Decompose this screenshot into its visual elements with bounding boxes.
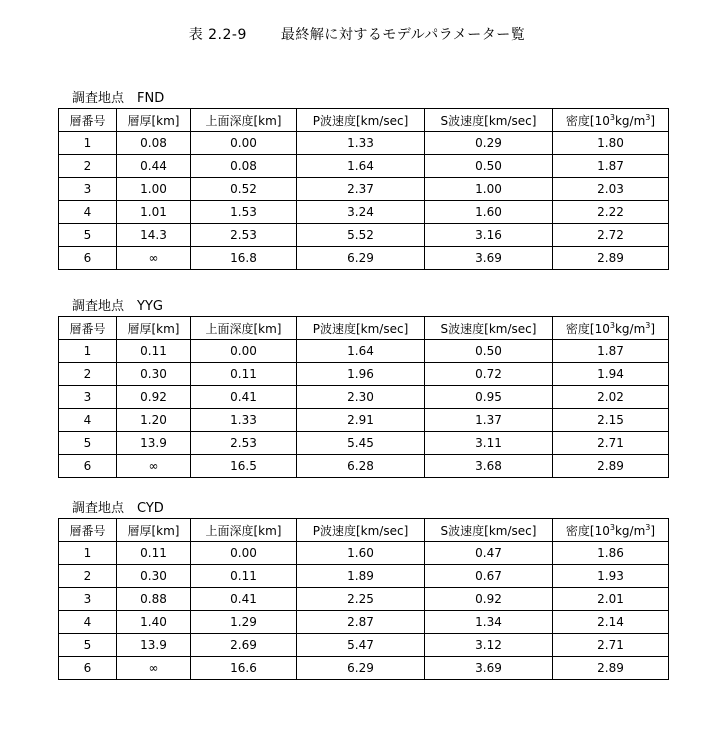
density-density-mid: kg/m — [614, 321, 646, 336]
table-row — [59, 201, 669, 224]
density-density-exp2: 3 — [645, 320, 651, 330]
cell-layer-no: 3 — [59, 178, 117, 201]
cell-p-velocity: 2.91 — [297, 409, 425, 432]
cell-layer-no: 5 — [59, 224, 117, 247]
cell-layer-no: 4 — [59, 611, 117, 634]
table-header-row — [59, 317, 669, 340]
parameter-table — [58, 108, 669, 270]
cell-top-depth: 0.41 — [191, 588, 297, 611]
cell-thickness: 0.30 — [117, 565, 191, 588]
cell-layer-no: 6 — [59, 657, 117, 680]
page-title — [0, 24, 714, 44]
header-thickness: 層厚[km] — [117, 519, 191, 542]
cell-thickness: 0.11 — [117, 542, 191, 565]
cell-top-depth: 16.5 — [191, 455, 297, 478]
cell-p-velocity: 2.25 — [297, 588, 425, 611]
cell-layer-no: 2 — [59, 565, 117, 588]
cell-p-velocity: 1.89 — [297, 565, 425, 588]
header-thickness: 層厚[km] — [117, 317, 191, 340]
table-header-row — [59, 519, 669, 542]
cell-density: 1.87 — [553, 340, 669, 363]
section-label: 調査地点 YYG — [72, 299, 163, 314]
cell-density: 2.03 — [553, 178, 669, 201]
cell-top-depth: 0.00 — [191, 542, 297, 565]
cell-s-velocity: 0.67 — [425, 565, 553, 588]
cell-thickness: 13.9 — [117, 432, 191, 455]
cell-density: 1.80 — [553, 132, 669, 155]
cell-thickness: 1.40 — [117, 611, 191, 634]
table-number: 表 2.2-9 — [188, 27, 247, 43]
cell-thickness: 14.3 — [117, 224, 191, 247]
cell-density: 2.14 — [553, 611, 669, 634]
header-top-depth: 上面深度[km] — [191, 109, 297, 132]
cell-thickness: ∞ — [117, 455, 191, 478]
density-density-exp: 3 — [609, 320, 615, 330]
cell-top-depth: 16.6 — [191, 657, 297, 680]
cell-p-velocity: 6.28 — [297, 455, 425, 478]
cell-p-velocity: 1.64 — [297, 155, 425, 178]
section-yyg — [58, 298, 668, 478]
cell-density: 1.93 — [553, 565, 669, 588]
header-top-depth: 上面深度[km] — [191, 317, 297, 340]
cell-p-velocity: 5.52 — [297, 224, 425, 247]
cell-layer-no: 5 — [59, 634, 117, 657]
cell-p-velocity: 6.29 — [297, 247, 425, 270]
cell-density: 2.71 — [553, 432, 669, 455]
cell-top-depth: 1.29 — [191, 611, 297, 634]
table-row — [59, 132, 669, 155]
cell-density: 1.94 — [553, 363, 669, 386]
cell-thickness: 0.08 — [117, 132, 191, 155]
cell-top-depth: 2.53 — [191, 224, 297, 247]
header-density — [553, 109, 669, 132]
cell-s-velocity: 3.11 — [425, 432, 553, 455]
cell-p-velocity: 1.33 — [297, 132, 425, 155]
density-density-prefix: 密度[10 — [565, 523, 610, 538]
table-header-row — [59, 109, 669, 132]
density-density-prefix: 密度[10 — [565, 321, 610, 336]
density-density-mid: kg/m — [614, 113, 646, 128]
header-p-velocity: P波速度[km/sec] — [297, 519, 425, 542]
header-thickness: 層厚[km] — [117, 109, 191, 132]
cell-layer-no: 6 — [59, 455, 117, 478]
cell-s-velocity: 1.00 — [425, 178, 553, 201]
header-top-depth: 上面深度[km] — [191, 519, 297, 542]
cell-density: 2.01 — [553, 588, 669, 611]
table-row — [59, 409, 669, 432]
cell-layer-no: 2 — [59, 363, 117, 386]
cell-top-depth: 0.11 — [191, 363, 297, 386]
cell-s-velocity: 0.50 — [425, 340, 553, 363]
density-density-prefix: 密度[10 — [565, 113, 610, 128]
table-row — [59, 363, 669, 386]
cell-density: 2.15 — [553, 409, 669, 432]
cell-top-depth: 0.11 — [191, 565, 297, 588]
cell-s-velocity: 3.69 — [425, 657, 553, 680]
cell-thickness: 1.00 — [117, 178, 191, 201]
cell-p-velocity: 1.60 — [297, 542, 425, 565]
density-density-suffix: ] — [650, 321, 656, 336]
cell-s-velocity: 0.92 — [425, 588, 553, 611]
cell-density: 2.22 — [553, 201, 669, 224]
cell-thickness: ∞ — [117, 247, 191, 270]
cell-s-velocity: 1.60 — [425, 201, 553, 224]
table-row — [59, 340, 669, 363]
density-density-mid: kg/m — [614, 523, 646, 538]
cell-p-velocity: 2.87 — [297, 611, 425, 634]
cell-layer-no: 3 — [59, 386, 117, 409]
cell-p-velocity: 1.96 — [297, 363, 425, 386]
parameter-table — [58, 316, 669, 478]
cell-density: 2.02 — [553, 386, 669, 409]
cell-layer-no: 1 — [59, 340, 117, 363]
table-row — [59, 155, 669, 178]
cell-s-velocity: 0.72 — [425, 363, 553, 386]
cell-layer-no: 1 — [59, 542, 117, 565]
cell-density: 2.89 — [553, 455, 669, 478]
cell-density: 1.86 — [553, 542, 669, 565]
header-layer-no: 層番号 — [59, 109, 117, 132]
cell-thickness: 0.30 — [117, 363, 191, 386]
cell-p-velocity: 5.47 — [297, 634, 425, 657]
section-fnd — [58, 90, 668, 270]
table-row — [59, 432, 669, 455]
cell-thickness: 1.20 — [117, 409, 191, 432]
cell-top-depth: 0.52 — [191, 178, 297, 201]
cell-s-velocity: 0.47 — [425, 542, 553, 565]
table-row — [59, 455, 669, 478]
section-label: 調査地点 FND — [72, 91, 165, 106]
header-layer-no: 層番号 — [59, 317, 117, 340]
density-density-exp2: 3 — [645, 522, 651, 532]
density-density-exp: 3 — [609, 112, 615, 122]
header-s-velocity: S波速度[km/sec] — [425, 317, 553, 340]
cell-thickness: 0.44 — [117, 155, 191, 178]
cell-density: 2.71 — [553, 634, 669, 657]
density-density-exp2: 3 — [645, 112, 651, 122]
cell-s-velocity: 0.29 — [425, 132, 553, 155]
cell-top-depth: 1.33 — [191, 409, 297, 432]
table-row — [59, 565, 669, 588]
density-density-suffix: ] — [650, 113, 656, 128]
table-row — [59, 657, 669, 680]
cell-top-depth: 1.53 — [191, 201, 297, 224]
cell-s-velocity: 0.95 — [425, 386, 553, 409]
cell-s-velocity: 1.34 — [425, 611, 553, 634]
cell-s-velocity: 3.12 — [425, 634, 553, 657]
cell-p-velocity: 6.29 — [297, 657, 425, 680]
cell-top-depth: 0.00 — [191, 340, 297, 363]
cell-density: 1.87 — [553, 155, 669, 178]
cell-top-depth: 0.08 — [191, 155, 297, 178]
table-title: 最終解に対するモデルパラメーター覧 — [280, 27, 526, 43]
cell-p-velocity: 3.24 — [297, 201, 425, 224]
table-row — [59, 224, 669, 247]
section-label: 調査地点 CYD — [72, 501, 164, 516]
table-row — [59, 386, 669, 409]
header-density — [553, 519, 669, 542]
cell-thickness: 0.11 — [117, 340, 191, 363]
density-density-suffix: ] — [650, 523, 656, 538]
cell-layer-no: 4 — [59, 409, 117, 432]
cell-density: 2.89 — [553, 657, 669, 680]
parameter-table — [58, 518, 669, 680]
cell-p-velocity: 1.64 — [297, 340, 425, 363]
cell-layer-no: 4 — [59, 201, 117, 224]
cell-s-velocity: 3.69 — [425, 247, 553, 270]
table-row — [59, 247, 669, 270]
cell-p-velocity: 2.30 — [297, 386, 425, 409]
density-density-exp: 3 — [609, 522, 615, 532]
cell-top-depth: 0.00 — [191, 132, 297, 155]
cell-thickness: 1.01 — [117, 201, 191, 224]
cell-top-depth: 0.41 — [191, 386, 297, 409]
table-row — [59, 178, 669, 201]
cell-p-velocity: 5.45 — [297, 432, 425, 455]
cell-layer-no: 3 — [59, 588, 117, 611]
table-row — [59, 588, 669, 611]
cell-layer-no: 1 — [59, 132, 117, 155]
cell-thickness: 0.88 — [117, 588, 191, 611]
header-p-velocity: P波速度[km/sec] — [297, 109, 425, 132]
header-s-velocity: S波速度[km/sec] — [425, 519, 553, 542]
table-row — [59, 542, 669, 565]
header-s-velocity: S波速度[km/sec] — [425, 109, 553, 132]
cell-top-depth: 2.53 — [191, 432, 297, 455]
cell-s-velocity: 1.37 — [425, 409, 553, 432]
cell-top-depth: 16.8 — [191, 247, 297, 270]
cell-p-velocity: 2.37 — [297, 178, 425, 201]
cell-layer-no: 6 — [59, 247, 117, 270]
cell-s-velocity: 3.16 — [425, 224, 553, 247]
cell-density: 2.72 — [553, 224, 669, 247]
cell-top-depth: 2.69 — [191, 634, 297, 657]
cell-thickness: ∞ — [117, 657, 191, 680]
header-p-velocity: P波速度[km/sec] — [297, 317, 425, 340]
cell-s-velocity: 3.68 — [425, 455, 553, 478]
cell-s-velocity: 0.50 — [425, 155, 553, 178]
header-layer-no: 層番号 — [59, 519, 117, 542]
cell-layer-no: 2 — [59, 155, 117, 178]
cell-thickness: 0.92 — [117, 386, 191, 409]
table-row — [59, 634, 669, 657]
table-row — [59, 611, 669, 634]
cell-layer-no: 5 — [59, 432, 117, 455]
header-density — [553, 317, 669, 340]
section-cyd — [58, 500, 668, 680]
cell-density: 2.89 — [553, 247, 669, 270]
cell-thickness: 13.9 — [117, 634, 191, 657]
